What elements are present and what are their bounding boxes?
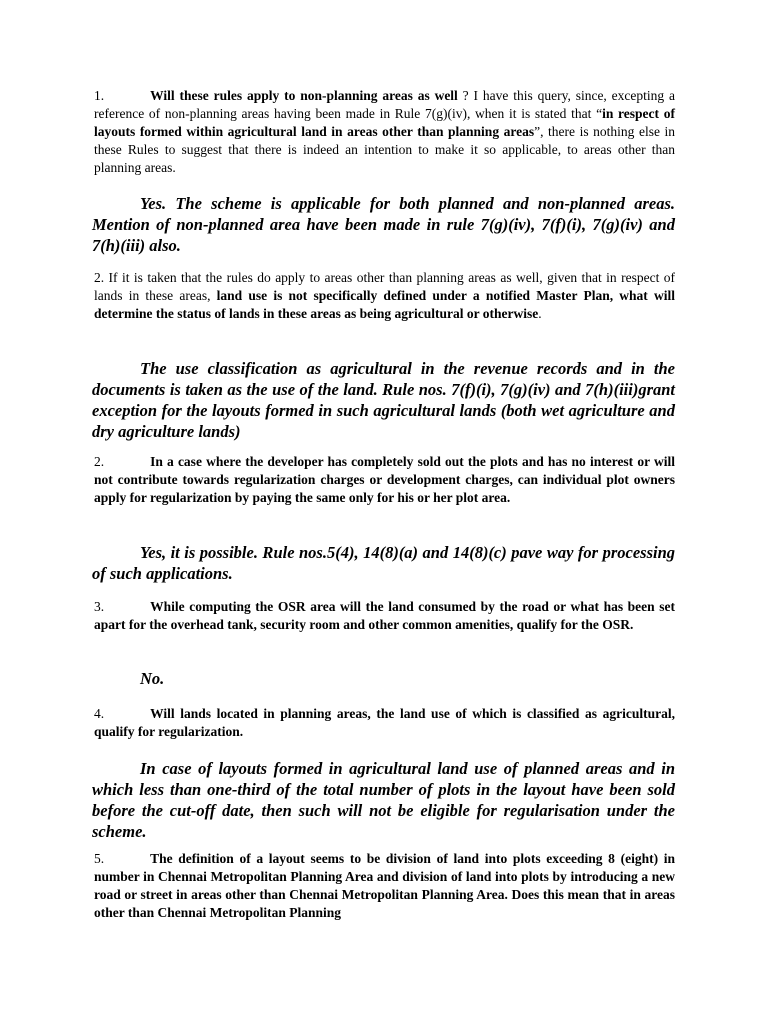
question-6 — [94, 850, 675, 922]
question-3 — [94, 453, 675, 507]
question-number: 5. — [94, 851, 105, 866]
answer-text: Yes. The scheme is applicable for both planned and non-planned areas. Mention of non-planned area have been made in rule 7(g)(iv), 7(f)(i), 7(g)(iv) and 7(h)(iii) also. — [92, 194, 675, 255]
question-2 — [94, 269, 675, 323]
answer-5 — [92, 758, 675, 842]
answer-2 — [92, 358, 675, 442]
answer-1 — [92, 193, 675, 256]
answer-text: The use classification as agricultural in the revenue records and in the documents is taken as the use of the land. Rule nos. 7(f)(i), 7(g)(iv) and 7(h)(iii)grant exception for the layouts formed in such agricultural lands (both wet agriculture and dry agriculture lands) — [92, 359, 675, 441]
question-emphasis: land use is not specifically defined under a notified Master Plan, what will determine the status of lands in these areas as being agricultural or otherwise — [94, 288, 675, 321]
question-4 — [94, 598, 675, 634]
question-emphasis: Will lands located in planning areas, the land use of which is classified as agricultural, qualify for regularization. — [94, 706, 675, 739]
question-number: 1. — [94, 88, 105, 103]
question-text: . — [538, 306, 542, 321]
question-number: 3. — [94, 599, 105, 614]
question-5 — [94, 705, 675, 741]
question-1 — [94, 87, 675, 177]
question-number: 2. — [94, 454, 105, 469]
question-number: 4. — [94, 706, 105, 721]
question-emphasis: In a case where the developer has completely sold out the plots and has no interest or will not contribute towards regularization charges or development charges, can individual plot owners apply for regularization by paying the same only for his or her plot area. — [94, 454, 675, 505]
question-emphasis: Will these rules apply to non-planning areas as well — [150, 88, 458, 103]
answer-3 — [92, 542, 675, 584]
question-text: 2. If it is taken that the rules do apply to areas other than planning areas as well, given that in respect of lands in these areas, — [94, 270, 675, 303]
question-emphasis: The definition of a layout seems to be division of land into plots exceeding 8 (eight) in number in Chennai Metropolitan Planning Area and division of land into plots by introducing a new road or street in areas other than Chennai Metropolitan Planning Area. Does this mean that in areas other than Chennai Metropolitan Planning — [94, 851, 675, 920]
question-emphasis: While computing the OSR area will the land consumed by the road or what has been set apart for the overhead tank, security room and other common amenities, qualify for the OSR. — [94, 599, 675, 632]
answer-text: Yes, it is possible. Rule nos.5(4), 14(8)(a) and 14(8)(c) pave way for processing of such applications. — [92, 543, 675, 583]
question-text: ? I have this query, since, excepting a reference of non-planning areas having been made in Rule 7(g)(iv), when it is stated that “ — [94, 88, 675, 121]
question-emphasis: in respect of layouts formed within agricultural land in areas other than planning areas — [94, 106, 675, 139]
question-text: ”, there is nothing else in these Rules to suggest that there is indeed an intention to make it so applicable, to areas other than planning areas. — [94, 124, 676, 175]
answer-text: In case of layouts formed in agricultural land use of planned areas and in which less than one-third of the total number of plots in the layout have been sold before the cut-off date, then such will not be eligible for regularisation under the scheme. — [92, 759, 675, 841]
answer-4 — [92, 668, 675, 689]
answer-text: No. — [140, 669, 165, 688]
